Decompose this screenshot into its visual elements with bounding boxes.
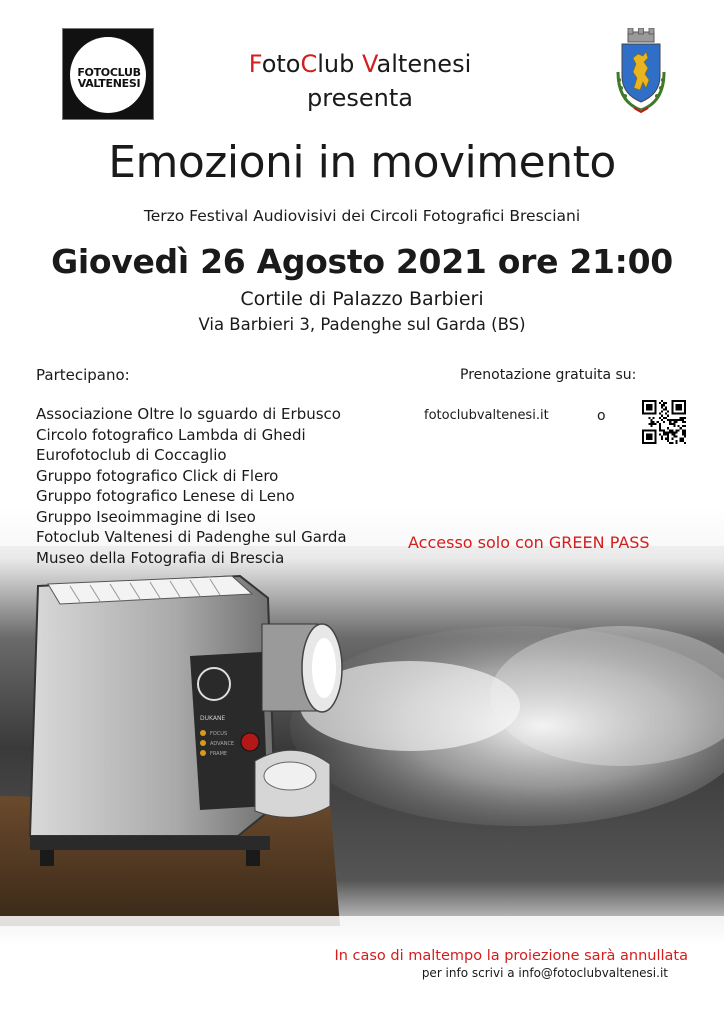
list-item: Eurofotoclub di Coccaglio: [36, 446, 227, 464]
organizer-name-part: C: [300, 50, 318, 78]
fotoclub-logo: [62, 28, 154, 120]
list-item: Museo della Fotografia di Brescia: [36, 548, 285, 567]
list-item: Gruppo fotografico Click di Flero: [36, 466, 279, 485]
booking-label: Prenotazione gratuita su:: [460, 367, 637, 383]
list-item: Fotoclub Valtenesi di Padenghe sul Garda: [36, 528, 347, 546]
qr-code-icon[interactable]: [642, 400, 686, 444]
list-item: Gruppo fotografico Lenese di Leno: [36, 487, 295, 505]
participants-label: Partecipano:: [36, 366, 130, 384]
logo-line2: VALTENESI: [77, 77, 141, 90]
organizer-name-part: F: [248, 50, 262, 78]
projector-label-advance: ADVANCE: [210, 741, 235, 747]
event-date: Giovedì 26 Agosto 2021 ore 21:00: [51, 242, 673, 281]
booking-or: o: [597, 408, 606, 424]
participants-list: [36, 404, 347, 568]
logo-line1: FOTOCLUB: [77, 66, 141, 79]
event-subtitle: Terzo Festival Audiovisivi dei Circoli Fotografici Bresciani: [143, 207, 581, 225]
projector-photo: [0, 506, 724, 946]
booking-website-link[interactable]: fotoclubvaltenesi.it: [424, 408, 549, 423]
green-pass-notice: Accesso solo con GREEN PASS: [408, 533, 650, 552]
organizer-name-part: oto: [261, 50, 301, 78]
organizer-name: [180, 50, 540, 78]
organizer-name-part: lub: [317, 50, 362, 78]
projector-brand: DUKANE: [200, 715, 226, 722]
event-address: Via Barbieri 3, Padenghe sul Garda (BS): [198, 315, 526, 334]
projector-label-focus: FOCUS: [210, 731, 228, 737]
event-title: Emozioni in movimento: [108, 137, 616, 188]
presenta-text: presenta: [307, 84, 413, 112]
list-item: Associazione Oltre lo sguardo di Erbusco: [36, 405, 341, 423]
info-contact: per info scrivi a info@fotoclubvaltenesi.it: [421, 966, 668, 980]
projector-label-frame: FRAME: [210, 751, 228, 757]
event-venue: Cortile di Palazzo Barbieri: [240, 288, 484, 310]
bad-weather-notice: In caso di maltempo la proiezione sarà annullata: [334, 948, 688, 964]
municipal-crest-icon: [610, 28, 672, 114]
organizer-name-part: altenesi: [376, 50, 472, 78]
organizer-name-part: V: [361, 50, 377, 78]
list-item: Circolo fotografico Lambda di Ghedi: [36, 425, 306, 444]
list-item: Gruppo Iseoimmagine di Iseo: [36, 507, 256, 526]
